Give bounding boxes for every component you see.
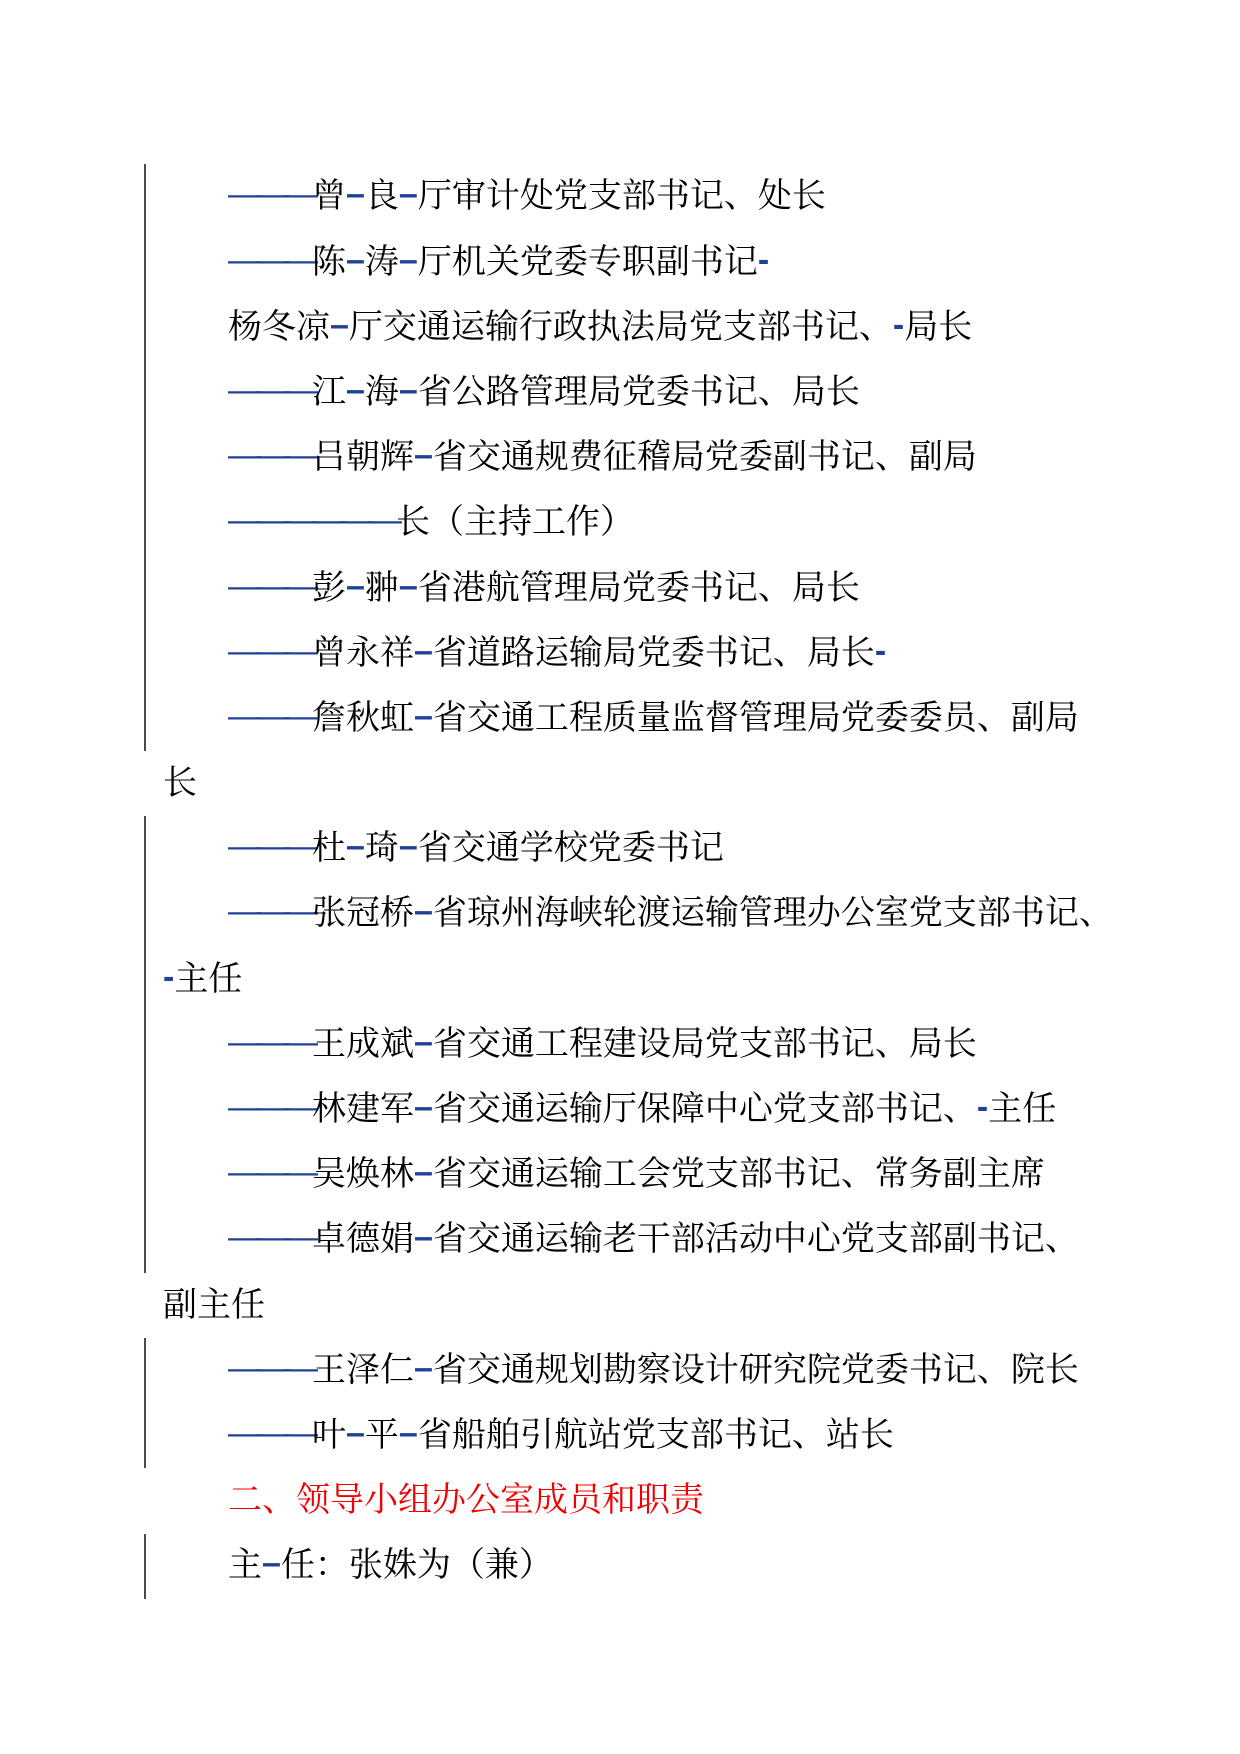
dash-rule: ——— bbox=[228, 696, 312, 735]
text-run: 王泽仁 bbox=[312, 1349, 414, 1390]
text-run: 林建军 bbox=[312, 1089, 414, 1130]
text-run: 主任 bbox=[174, 958, 243, 999]
text-run: 良 bbox=[364, 176, 399, 217]
list-item bbox=[0, 556, 1240, 621]
dash-rule: ——— bbox=[228, 1088, 312, 1127]
text-run: 詹秋虹 bbox=[312, 697, 414, 738]
dash-mark: – bbox=[398, 240, 418, 279]
list-item bbox=[0, 1077, 1240, 1142]
text-run: 琦 bbox=[364, 828, 399, 869]
wrapped-line bbox=[0, 751, 1240, 816]
member-list bbox=[0, 164, 1240, 1598]
text-run: 涛 bbox=[364, 241, 399, 282]
list-item bbox=[0, 1142, 1240, 1207]
text-run: 曾 bbox=[312, 176, 346, 217]
dash-rule: —————— bbox=[228, 501, 396, 540]
hyphen-mark: - bbox=[874, 631, 887, 670]
text-run: 省交通规费征稽局党委副书记、副局 bbox=[432, 437, 977, 478]
text-run: 主 bbox=[228, 1545, 262, 1586]
dash-mark: – bbox=[346, 1413, 365, 1452]
dash-rule: ——— bbox=[228, 1153, 312, 1192]
list-item bbox=[0, 295, 1240, 360]
list-item bbox=[0, 1207, 1240, 1272]
text-run: 张冠桥 bbox=[312, 893, 414, 934]
section-heading bbox=[0, 1468, 1240, 1533]
text-run: 杨冬凉 bbox=[228, 306, 330, 347]
text-run: 省交通运输厅保障中心党支部书记、 bbox=[432, 1089, 977, 1130]
dash-mark: – bbox=[346, 240, 365, 279]
text-run: 厅审计处党支部书记、处长 bbox=[417, 176, 826, 217]
dash-mark: – bbox=[346, 827, 365, 866]
list-item bbox=[0, 1012, 1240, 1077]
text-run: 海 bbox=[364, 371, 399, 412]
dash-mark: – bbox=[262, 1544, 281, 1583]
dash-mark: – bbox=[398, 827, 418, 866]
text-run: 省交通工程质量监督管理局党委委员、副局 bbox=[432, 697, 1079, 738]
dash-mark: – bbox=[414, 1088, 433, 1127]
dash-rule: ——— bbox=[228, 827, 312, 866]
text-run: 主任 bbox=[988, 1089, 1057, 1130]
list-item bbox=[0, 1338, 1240, 1403]
text-run: 副主任 bbox=[163, 1284, 265, 1325]
text-run: 叶 bbox=[312, 1414, 346, 1455]
dash-rule: ——— bbox=[228, 892, 312, 931]
text-run: 江 bbox=[312, 371, 346, 412]
list-item bbox=[0, 1533, 1240, 1598]
text-run: 省交通运输老干部活动中心党支部副书记、 bbox=[432, 1219, 1079, 1260]
wrapped-line bbox=[0, 947, 1240, 1012]
text-run: 王成斌 bbox=[312, 1023, 414, 1064]
list-item bbox=[0, 164, 1240, 229]
dash-rule: ——— bbox=[228, 1218, 312, 1257]
text-run: 省交通运输工会党支部书记、常务副主席 bbox=[432, 1154, 1045, 1195]
text-run: 曾永祥 bbox=[312, 632, 414, 673]
hyphen-mark: - bbox=[976, 1088, 989, 1127]
text-run: 长 bbox=[163, 763, 197, 804]
list-item bbox=[0, 1403, 1240, 1468]
dash-mark: – bbox=[346, 175, 365, 214]
text-run: 平 bbox=[364, 1414, 399, 1455]
text-run: 厅机关党委专职副书记 bbox=[417, 241, 758, 282]
dash-rule: ——— bbox=[228, 175, 312, 214]
dash-rule: ——— bbox=[228, 1413, 312, 1452]
text-run: 省公路管理局党委书记、局长 bbox=[417, 371, 860, 412]
dash-mark: – bbox=[414, 436, 433, 475]
text-run: 省交通工程建设局党支部书记、局长 bbox=[432, 1023, 977, 1064]
dash-rule: ——— bbox=[228, 370, 312, 409]
dash-mark: – bbox=[414, 696, 433, 735]
dash-rule: ——— bbox=[228, 436, 312, 475]
text-run: 厅交通运输行政执法局党支部书记、 bbox=[348, 306, 893, 347]
text-run: 杜 bbox=[312, 828, 346, 869]
dash-mark: – bbox=[346, 566, 365, 605]
hyphen-mark: - bbox=[892, 305, 905, 344]
text-run: 二、领导小组办公室成员和职责 bbox=[228, 1480, 704, 1521]
text-run: 吴焕林 bbox=[312, 1154, 414, 1195]
list-item bbox=[0, 686, 1240, 751]
wrapped-line bbox=[0, 1273, 1240, 1338]
dash-rule: ——— bbox=[228, 566, 312, 605]
dash-mark: – bbox=[414, 892, 433, 931]
text-run: 彭 bbox=[312, 567, 346, 608]
dash-rule: ——— bbox=[228, 1348, 312, 1387]
list-item bbox=[0, 881, 1240, 946]
dash-mark: – bbox=[398, 370, 418, 409]
dash-rule: ——— bbox=[228, 240, 312, 279]
text-run: 省船舶引航站党支部书记、站长 bbox=[417, 1414, 894, 1455]
text-run: 吕朝辉 bbox=[312, 437, 414, 478]
text-run: 省道路运输局党委书记、局长 bbox=[432, 632, 875, 673]
text-run: 卓德娟 bbox=[312, 1219, 414, 1260]
dash-mark: – bbox=[414, 1218, 433, 1257]
dash-mark: – bbox=[414, 631, 433, 670]
text-run: ：张姝为（兼） bbox=[314, 1545, 553, 1586]
dash-rule: ——— bbox=[228, 631, 312, 670]
dash-mark: – bbox=[414, 1022, 433, 1061]
text-run: 省港航管理局党委书记、局长 bbox=[417, 567, 860, 608]
list-item bbox=[0, 816, 1240, 881]
hyphen-mark: - bbox=[757, 240, 770, 279]
dash-mark: – bbox=[398, 566, 418, 605]
text-run: 局长 bbox=[904, 306, 973, 347]
hyphen-mark: - bbox=[163, 957, 175, 996]
text-run: 任 bbox=[280, 1545, 315, 1586]
text-run: 省交通学校党委书记 bbox=[417, 828, 724, 869]
list-item bbox=[0, 621, 1240, 686]
list-item bbox=[0, 490, 1240, 555]
dash-mark: – bbox=[414, 1348, 433, 1387]
text-run: 翀 bbox=[364, 567, 399, 608]
text-run: 省交通规划勘察设计研究院党委书记、院长 bbox=[432, 1349, 1079, 1390]
dash-mark: – bbox=[414, 1153, 433, 1192]
list-item bbox=[0, 360, 1240, 425]
dash-rule: ——— bbox=[228, 1022, 312, 1061]
text-run: 省琼州海峡轮渡运输管理办公室党支部书记、 bbox=[432, 893, 1113, 934]
text-run: 长（主持工作） bbox=[396, 502, 634, 543]
text-run: 陈 bbox=[312, 241, 346, 282]
dash-mark: – bbox=[346, 370, 365, 409]
dash-mark: – bbox=[398, 175, 418, 214]
dash-mark: – bbox=[330, 305, 349, 344]
dash-mark: – bbox=[398, 1413, 418, 1452]
list-item bbox=[0, 230, 1240, 295]
list-item bbox=[0, 425, 1240, 490]
